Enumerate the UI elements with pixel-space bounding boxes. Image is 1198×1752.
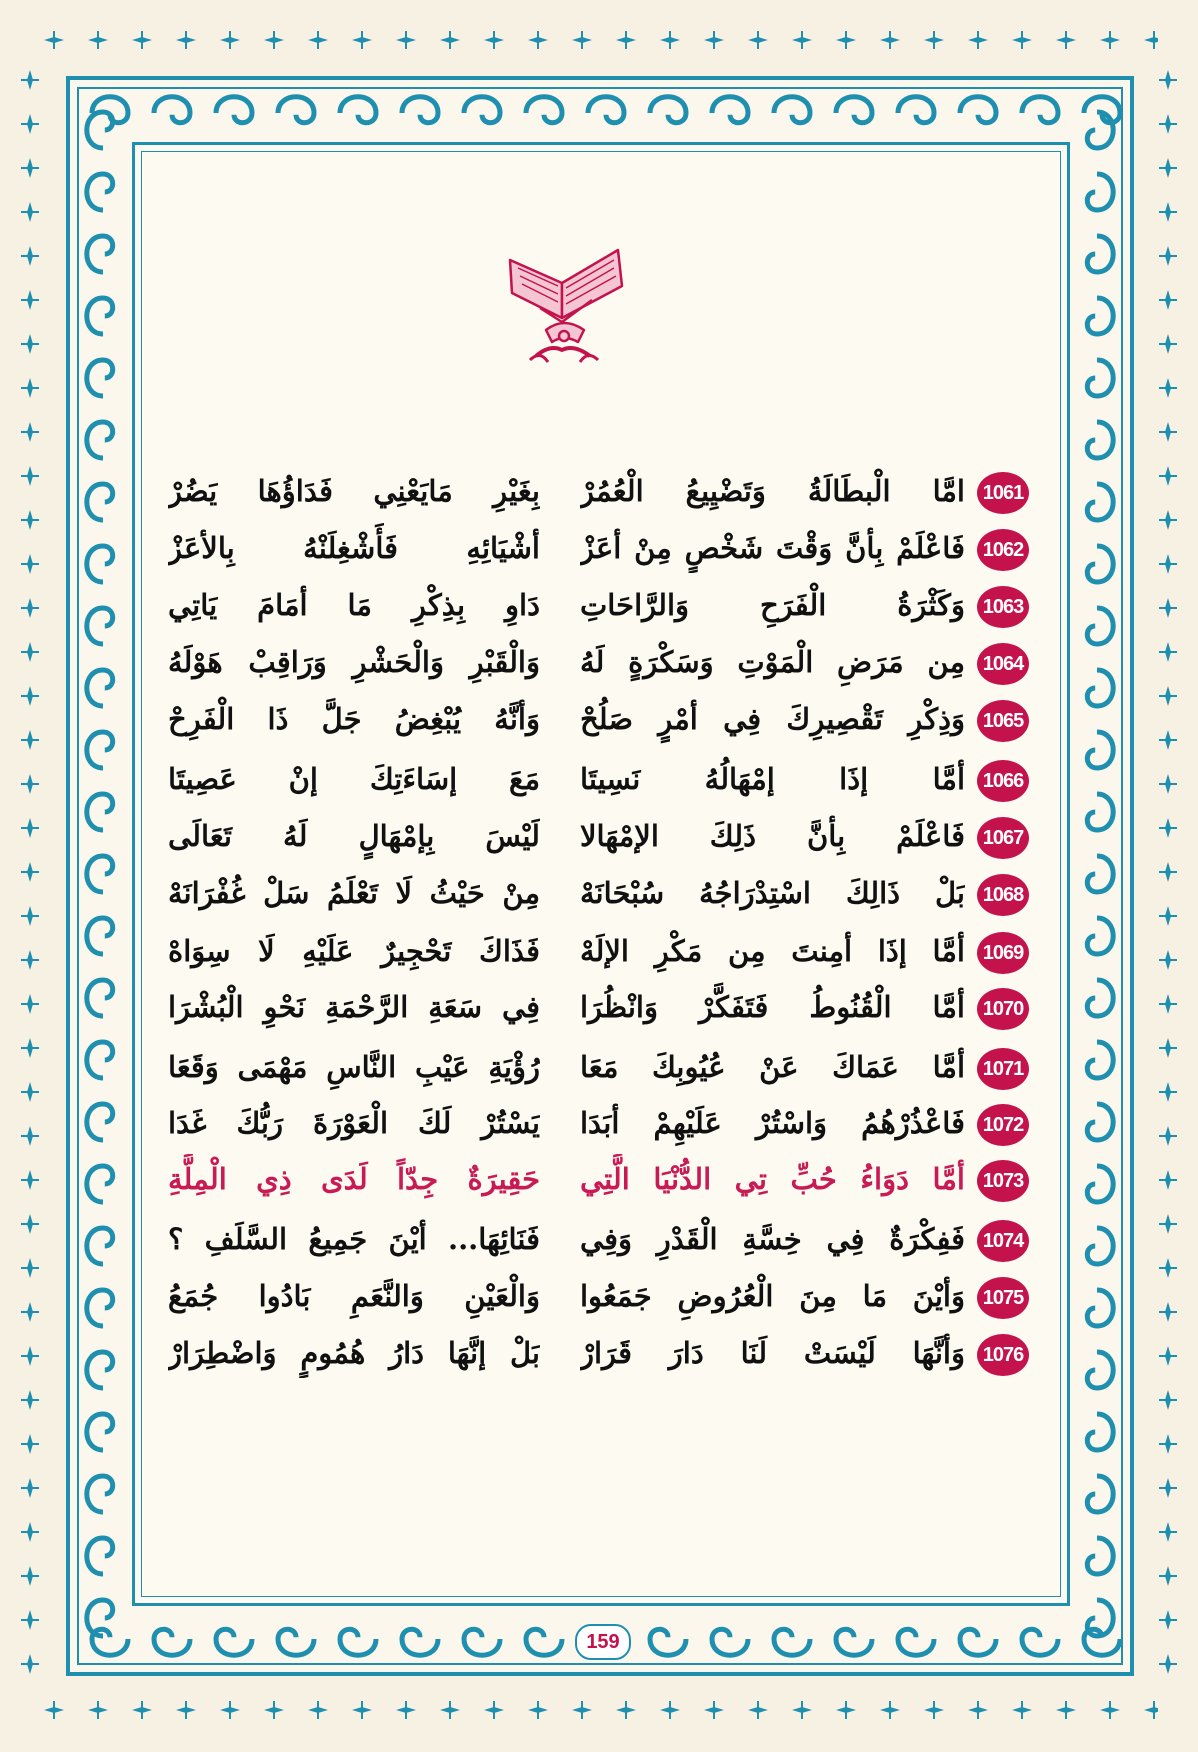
verse-second-hemistich: مِنْ حَيْثُ لَا تَعْلَمُ سَلْ غُفْرَانَهْ: [168, 876, 540, 910]
verse-second-hemistich: فَذَاكَ تَحْجِيرٌ عَلَيْهِ لَا سِوَاهْ: [168, 934, 540, 968]
verse-row: [150, 700, 1050, 760]
verse-second-hemistich: لَيْسَ بِإمْهَالٍ لَهُ تَعَالَى: [168, 819, 540, 853]
verse-second-hemistich: بِغَيْرِ مَايَعْنِي فَدَاؤُهَا يَضُرْ: [168, 474, 540, 508]
verse-row: [150, 1160, 1050, 1220]
verse-first-hemistich: فَاعْلَمْ بِأنَّ وَقْتَ شَخْصٍ مِنْ أعَزْ: [580, 531, 965, 565]
verse-second-hemistich: حَقِيرَةٌ جِدّاً لَدَى ذِي الْمِلَّةِ: [168, 1162, 540, 1196]
verse-row: [150, 1334, 1050, 1394]
verse-second-hemistich: أشْيَائِهِ فَأَشْغِلَنْهُ بِالأعَزْ: [168, 531, 540, 565]
verse-first-hemistich: فَاعْذُرْهُمُ وَاسْتُرْ عَلَيْهِمْ أبَدَا: [580, 1106, 965, 1140]
verse-number-badge: 1069: [977, 932, 1029, 974]
verse-number-badge: 1073: [977, 1160, 1029, 1202]
page-number: 159: [575, 1624, 631, 1660]
verse-number-badge: 1063: [977, 586, 1029, 628]
verse-number-badge: 1067: [977, 817, 1029, 859]
verse-row: [150, 988, 1050, 1048]
verse-number-badge: 1074: [977, 1220, 1029, 1262]
verse-first-hemistich: أمَّا إذَا إمْهَالُهُ نَسِيتَا: [580, 762, 965, 796]
verse-first-hemistich: أمَّا الْقُنُوطُ فَتَفَكَّرْ وَانْظُرَا: [580, 990, 965, 1024]
verse-number-badge: 1064: [977, 643, 1029, 685]
verse-number-badge: 1072: [977, 1104, 1029, 1146]
verse-first-hemistich: مِن مَرَضِ الْمَوْتِ وَسَكْرَةٍ لَهُ: [580, 645, 965, 679]
verse-number-badge: 1066: [977, 760, 1029, 802]
verse-second-hemistich: وَالْقَبْرِ وَالْحَشْرِ وَرَاقِبْ هَوْلَهُ: [168, 645, 540, 679]
verse-number-badge: 1068: [977, 874, 1029, 916]
verse-row: [150, 874, 1050, 934]
verse-first-hemistich: وَأيْنَ مَا مِنَ الْعُرُوضِ جَمَعُوا: [580, 1279, 965, 1313]
verse-second-hemistich: مَعَ إسَاءَتِكَ إنْ عَصِيتَا: [168, 762, 540, 796]
verse-second-hemistich: دَاوِ بِذِكْرِ مَا أمَامَ يَاتِي: [168, 588, 540, 622]
quran-stand-icon: [500, 238, 630, 373]
verse-number-badge: 1076: [977, 1334, 1029, 1376]
verse-first-hemistich: أمَّا إذَا أمِنتَ مِن مَكْرِ الإلَهْ: [580, 934, 965, 968]
left-tick-border: [10, 60, 50, 1690]
verse-second-hemistich: فِي سَعَةِ الرَّحْمَةِ نَحْوِ الْبُشْرَا: [168, 990, 540, 1024]
verse-number-badge: 1075: [977, 1277, 1029, 1319]
verse-second-hemistich: يَسْتُرْ لَكَ الْعَوْرَةَ رَبُّكَ غَدَا: [168, 1106, 540, 1140]
verse-second-hemistich: فَنَائِهَا... أيْنَ جَمِيعُ السَّلَفِ ؟: [168, 1222, 540, 1256]
verse-first-hemistich: وَذِكْرِ تَقْصِيرِكَ فِي أمْرٍ صَلُحْ: [580, 702, 965, 736]
verse-first-hemistich: وَأنَّهَا لَيْسَتْ لَنَا دَارَ قَرَارْ: [580, 1336, 965, 1370]
bottom-tick-border: [40, 1690, 1158, 1730]
verse-second-hemistich: وَأنَّهُ يُبْغِضُ جَلَّ ذَا الْفَرِحْ: [168, 702, 540, 736]
verse-first-hemistich: أمَّا دَوَاءُ حُبِّ تِي الدُّنْيَا الَّتِي: [580, 1162, 965, 1196]
verse-first-hemistich: أمَّا عَمَاكَ عَنْ عُيُوبِكَ مَعَا: [580, 1050, 965, 1084]
verse-number-badge: 1071: [977, 1048, 1029, 1090]
top-tick-border: [40, 20, 1158, 60]
verse-first-hemistich: فَفِكْرَةٌ فِي خِسَّةِ الْقَدْرِ وَفِي: [580, 1222, 965, 1256]
verse-second-hemistich: رُؤْيَةِ عَيْبِ النَّاسِ مَهْمَى وَقَعَا: [168, 1050, 540, 1084]
verse-number-badge: 1065: [977, 700, 1029, 742]
verse-first-hemistich: وَكَثْرَةُ الْفَرَحِ وَالرَّاحَاتِ: [580, 588, 965, 622]
verse-first-hemistich: فَاعْلَمْ بِأنَّ ذَلِكَ الإمْهَالا: [580, 819, 965, 853]
verse-second-hemistich: بَلْ إنَّهَا دَارُ هُمُومٍ وَاضْطِرَارْ: [168, 1336, 540, 1370]
verse-number-badge: 1070: [977, 988, 1029, 1030]
verse-number-badge: 1062: [977, 529, 1029, 571]
verse-first-hemistich: بَلْ ذَالِكَ اسْتِدْرَاجُهُ سُبْحَانَهْ: [580, 876, 965, 910]
verse-first-hemistich: امَّا الْبطَالَةُ وَتَضْيِيعُ الْعُمُرْ: [580, 474, 965, 508]
right-tick-border: [1148, 60, 1188, 1690]
verse-second-hemistich: وَالْعَيْنِ وَالنَّعَمِ بَادُوا جُمَعُ: [168, 1279, 540, 1313]
verse-number-badge: 1061: [977, 472, 1029, 514]
